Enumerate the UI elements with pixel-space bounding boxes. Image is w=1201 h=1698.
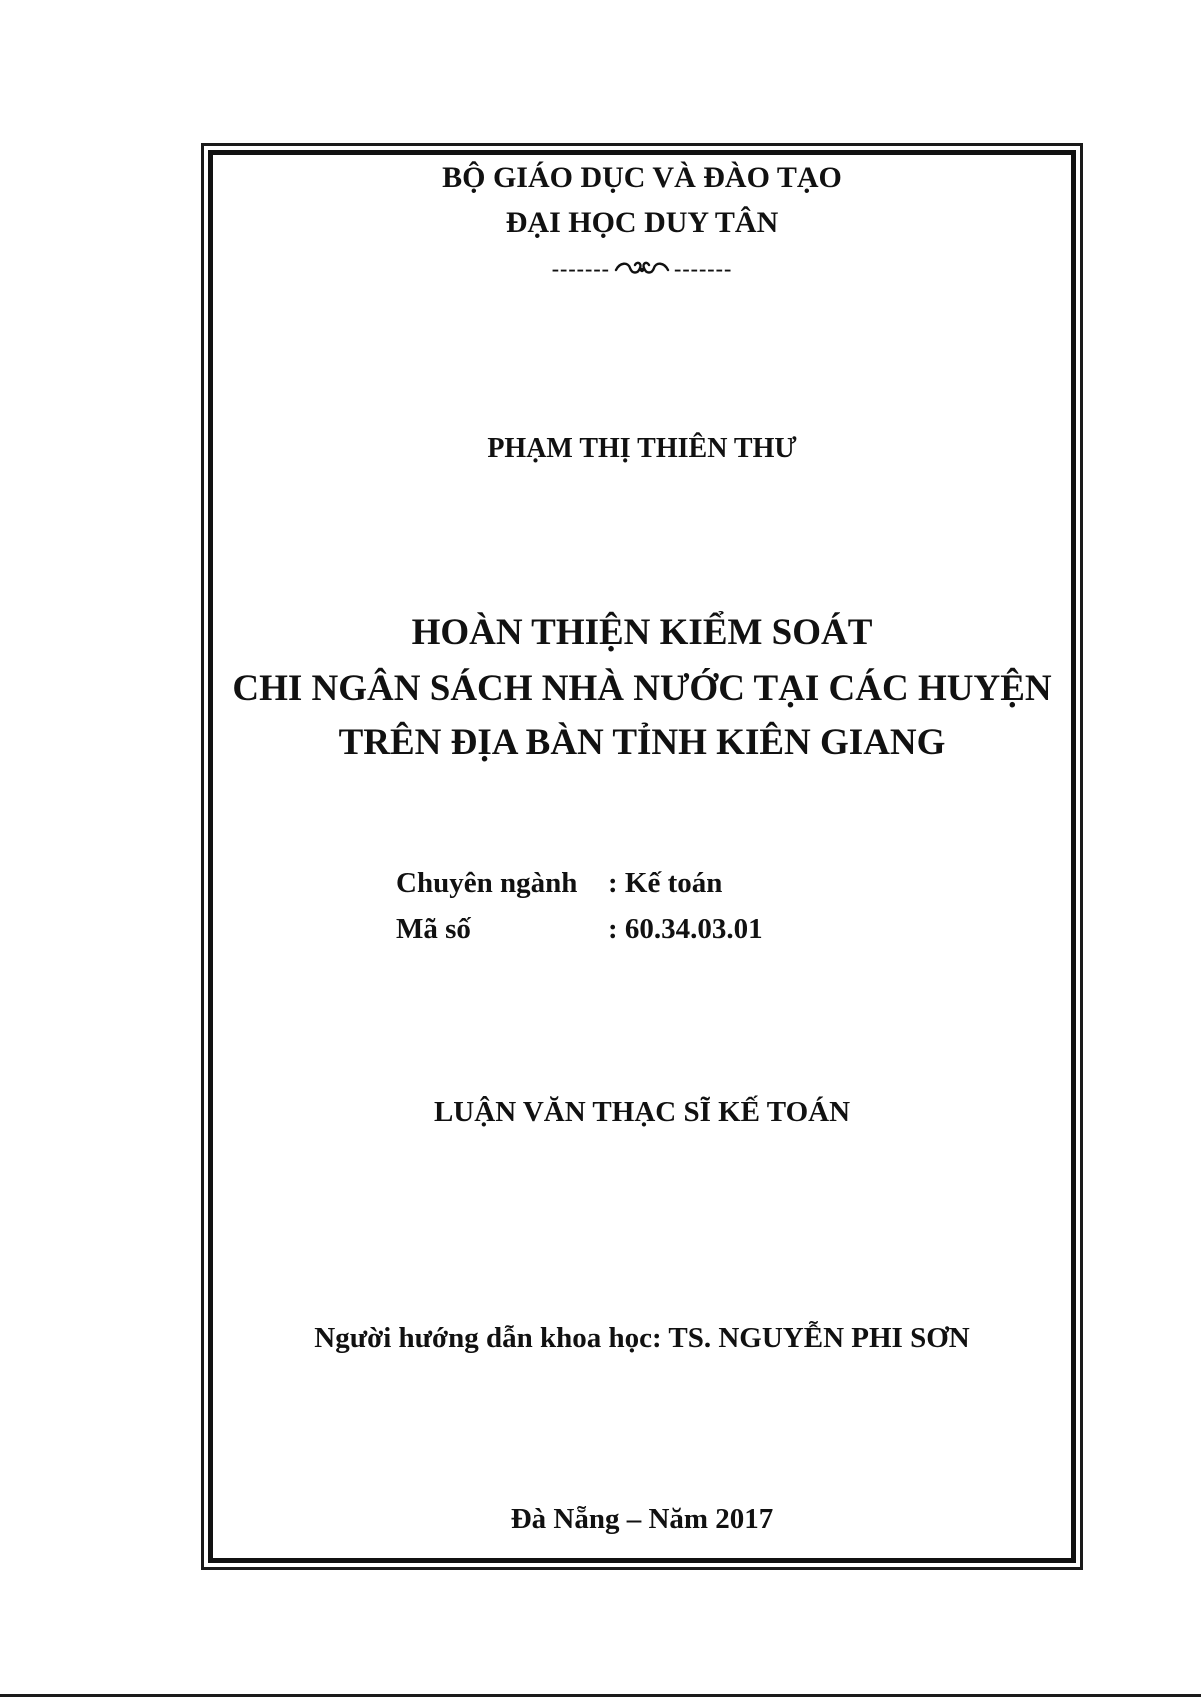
- ministry-heading: BỘ GIÁO DỤC VÀ ĐÀO TẠO: [442, 161, 842, 194]
- degree-title: LUẬN VĂN THẠC SĨ KẾ TOÁN: [433, 1096, 851, 1128]
- code-row: [396, 910, 763, 948]
- ornamental-flourish-icon: [612, 258, 672, 280]
- place-year: Đà Nẵng – Năm 2017: [510, 1503, 774, 1535]
- code-value: : 60.34.03.01: [608, 913, 763, 945]
- bottom-rule: [0, 1694, 1201, 1697]
- thesis-title-line-2: CHI NGÂN SÁCH NHÀ NƯỚC TẠI CÁC HUYỆN: [232, 668, 1052, 709]
- thesis-title-line-1: HOÀN THIỆN KIỂM SOÁT: [411, 612, 873, 653]
- university-heading: ĐẠI HỌC DUY TÂN: [505, 206, 779, 239]
- major-row: [396, 864, 722, 902]
- thesis-title-line-3: TRÊN ĐỊA BÀN TỈNH KIÊN GIANG: [338, 722, 946, 763]
- code-label: Mã số: [396, 913, 471, 945]
- ornament-right-dashes: -------: [674, 256, 733, 281]
- ornament-divider: [208, 254, 1076, 284]
- author-name: PHẠM THỊ THIÊN THƯ: [487, 433, 797, 464]
- ornament-left-dashes: -------: [551, 256, 610, 281]
- supervisor-line: Người hướng dẫn khoa học: TS. NGUYỄN PHI SƠN: [314, 1322, 970, 1354]
- major-value: : Kế toán: [608, 867, 723, 899]
- major-label: Chuyên ngành: [396, 867, 578, 899]
